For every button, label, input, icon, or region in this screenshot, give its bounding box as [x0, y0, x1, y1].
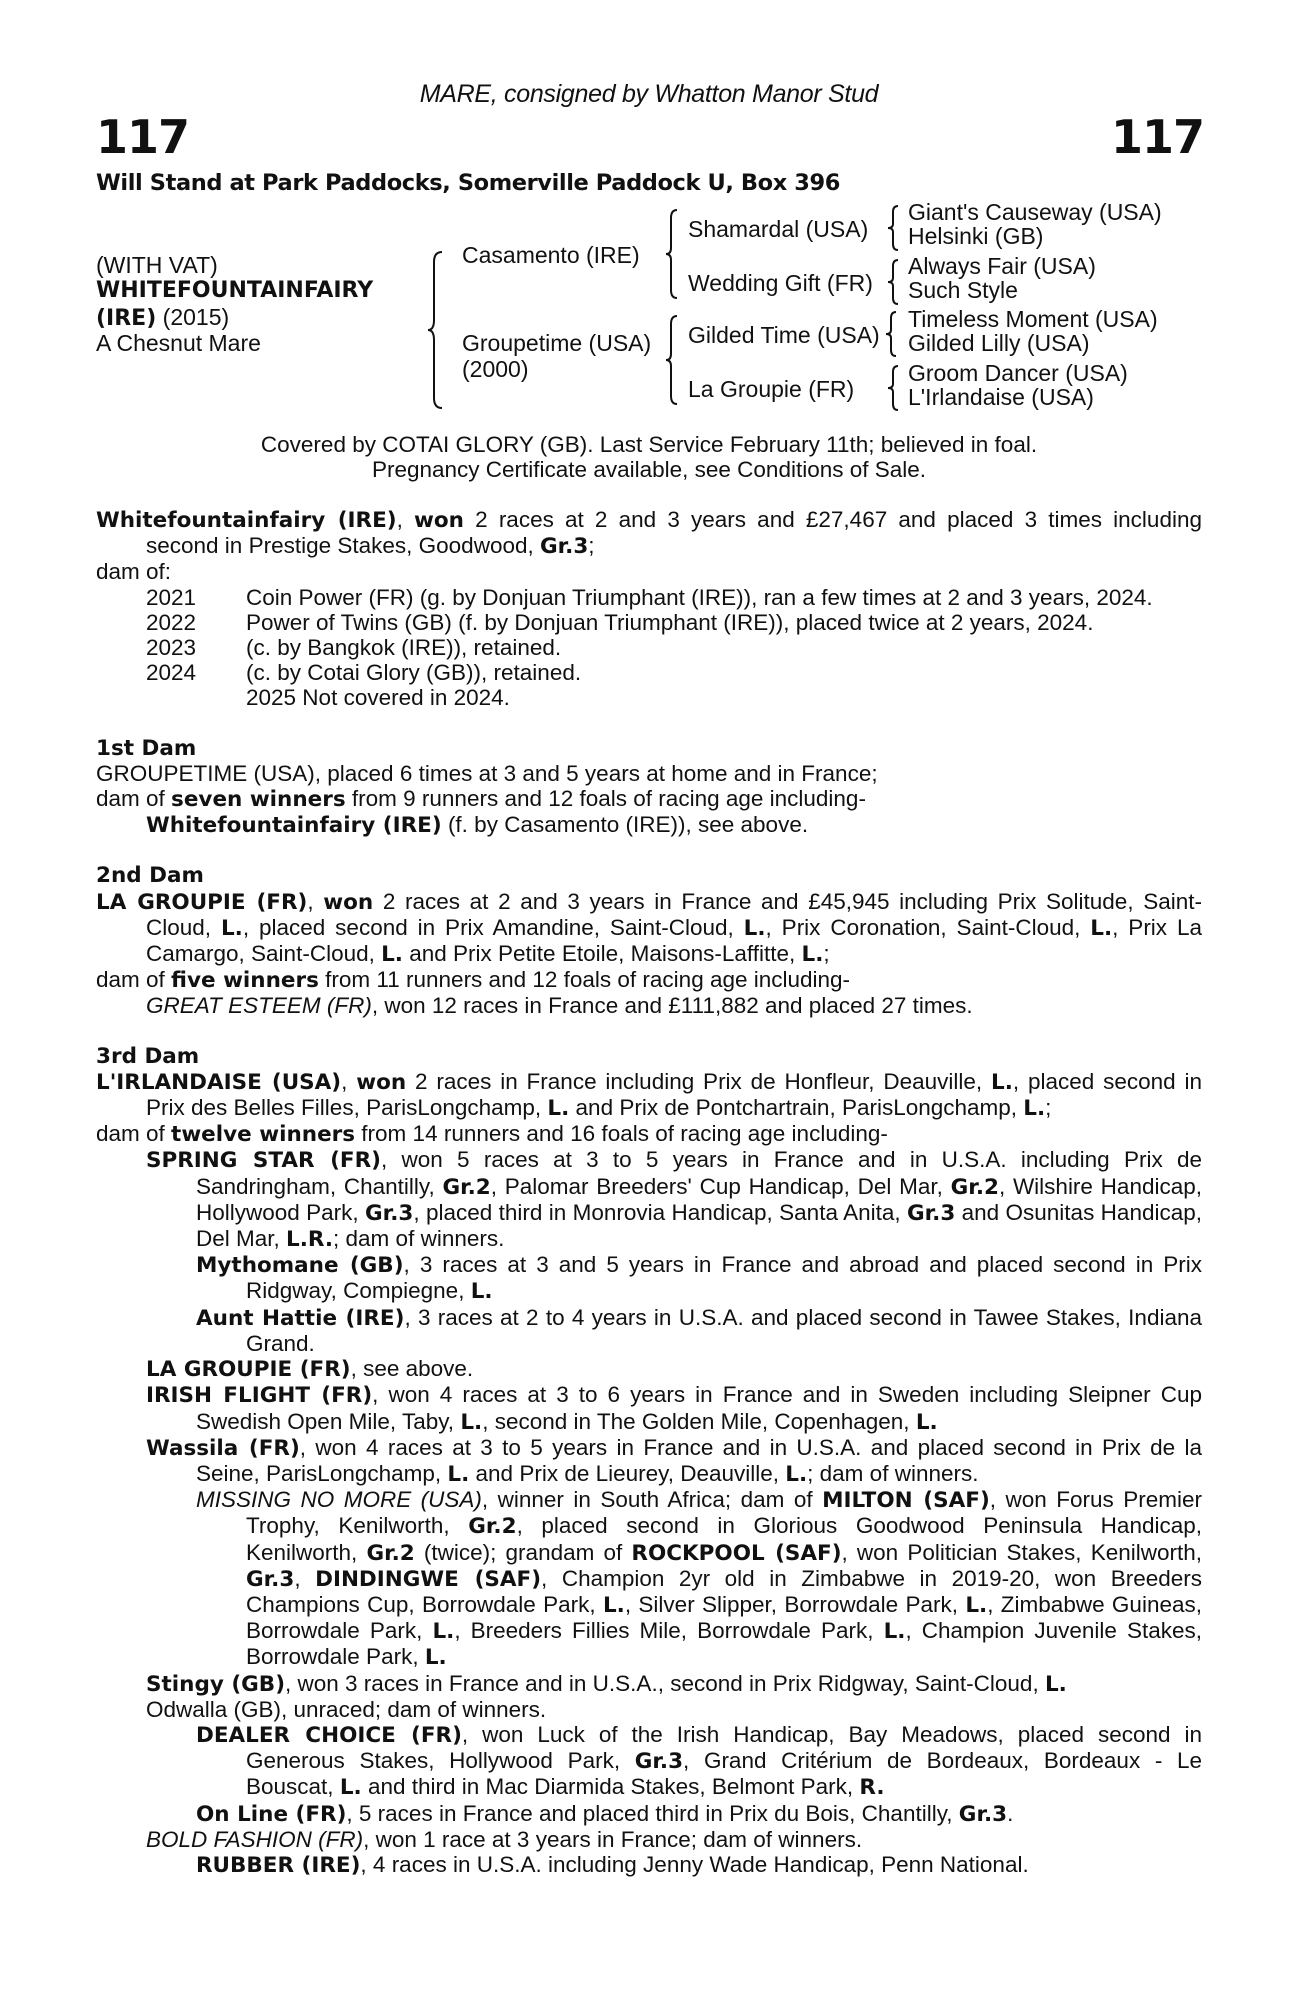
second-dam-produce-summary: [96, 967, 1202, 993]
pedigree-gen3-7: Groom Dancer (USA): [908, 360, 1128, 386]
pedigree-brace-dam: [664, 314, 680, 406]
grade-label: L.: [447, 1461, 470, 1487]
won-label: won: [414, 508, 464, 533]
produce-entry-odwalla: Odwalla (GB), unraced; dam of winners.: [146, 1696, 547, 1722]
foal-name: IRISH FLIGHT (FR): [146, 1383, 373, 1409]
text: , placed third in Monrovia Handicap, Santa Anita,: [413, 1199, 907, 1225]
grade-label: L.: [432, 1619, 455, 1645]
foal-name: MILTON (SAF): [822, 1488, 990, 1514]
foal-name: RUBBER (IRE): [196, 1852, 361, 1878]
dam-name: Groupetime (USA): [462, 330, 652, 356]
grade-label: Gr.2: [950, 1174, 999, 1200]
produce-row: [96, 685, 1202, 710]
text: , won Luck of the Irish Handicap, Bay Meadows, placed second in Generous Stakes, Hollywood Park,: [246, 1721, 1202, 1774]
foal-name: Wassila (FR): [146, 1435, 300, 1461]
text: , Breeders Fillies Mile, Borrowdale Park,: [454, 1618, 884, 1644]
produce-entry-dealer-choice: [96, 1722, 1202, 1801]
produce-year: 2022: [146, 609, 197, 635]
text: , Champion 2yr old in Zimbabwe in 2019-20, won Breeders Champions Cup, Borrowdale Park,: [246, 1565, 1202, 1617]
third-dam-heading: 3rd Dam: [96, 1043, 200, 1069]
first-dam-record: GROUPETIME (USA), placed 6 times at 3 and 5 years at home and in France;: [96, 760, 878, 786]
grade-label: L.R.: [286, 1227, 334, 1253]
text: , won 4 races at 3 to 5 years in France and in U.S.A. and placed second in Prix de la Seine, ParisLongchamp,: [196, 1434, 1203, 1486]
produce-entry-on-line: [96, 1801, 1202, 1827]
produce-text: (c. by Cotai Glory (GB)), retained.: [246, 660, 582, 686]
text: and third in Mac Diarmida Stakes, Belmont Park,: [361, 1774, 860, 1800]
foal-name: LA GROUPIE (FR): [146, 1357, 351, 1383]
text: , won Politician Stakes, Kenilworth,: [841, 1539, 1203, 1565]
produce-year: 2023: [146, 635, 197, 661]
grade-label: R.: [859, 1775, 885, 1801]
grade-label: Gr.3: [246, 1566, 295, 1592]
horse-country: (IRE): [96, 306, 157, 331]
grade-label: L.: [801, 942, 824, 968]
foal-name: ROCKPOOL (SAF): [631, 1540, 842, 1566]
text: and Prix de Pontchartrain, ParisLongchamp,: [569, 1095, 1024, 1121]
pedigree-gen3-4: Such Style: [908, 277, 1018, 303]
foal-text: , won 12 races in France and £111,882 and placed 27 times.: [371, 993, 973, 1019]
winners-count: seven winners: [171, 787, 346, 813]
text: and Prix Petite Etoile, Maisons-Laffitte,: [402, 941, 802, 967]
grade-label: L.: [1023, 1096, 1046, 1122]
grade-label: L.: [470, 1279, 493, 1305]
foal-name: SPRING STAR (FR): [146, 1148, 381, 1174]
grade-label: L.: [381, 942, 403, 968]
text: from 9 runners and 12 foals of racing age including-: [345, 786, 866, 812]
text: , winner in South Africa; dam of: [481, 1487, 823, 1513]
produce-row: [96, 635, 1202, 660]
text: , placed second in Prix des Belles Filles, ParisLongchamp,: [146, 1068, 1203, 1121]
produce-year: 2021: [146, 584, 197, 610]
grade-label: L.: [339, 1775, 362, 1801]
text: 2 races at 2 and 3 years in France and £45,945 including Prix Solitude, Saint-Cloud,: [146, 888, 1202, 940]
text: , won 4 races at 3 to 6 years in France and in Sweden including Sleipner Cup Swedish Open Mile, Taby,: [196, 1382, 1202, 1434]
grade-label: L.: [991, 1069, 1013, 1095]
produce-entry-rubber: [96, 1852, 1202, 1878]
produce-entry-stingy: [96, 1671, 1202, 1697]
won-label: won: [323, 889, 374, 915]
second-dam-foal: [96, 993, 1202, 1018]
produce-entry-la-groupie: [96, 1356, 1202, 1382]
covering-note: [96, 432, 1202, 482]
grade-label: Gr.2: [366, 1540, 415, 1566]
pedigree-brace-g3-2: [886, 258, 900, 306]
text: ; dam of winners.: [333, 1226, 505, 1252]
grade-label: Gr.3: [634, 1749, 684, 1775]
text: , won 5 races at 3 to 5 years in France and in U.S.A. including Prix de Sandringham, Chantilly,: [196, 1147, 1202, 1199]
text: , Grand Critérium de Bordeaux, Bordeaux - Le Bouscat,: [246, 1748, 1202, 1800]
text: , Prix Coronation, Saint-Cloud,: [765, 914, 1091, 940]
produce-row: [96, 585, 1202, 610]
foal-name: On Line (FR): [196, 1801, 347, 1827]
produce-text: 2025 Not covered in 2024.: [246, 685, 510, 711]
grade-label: L.: [1090, 915, 1113, 941]
horse-country-year: [96, 304, 229, 332]
grade-label: L.: [743, 915, 766, 941]
text: , 4 races in U.S.A. including Jenny Wade Handicap, Penn National.: [360, 1851, 1029, 1877]
covering-line-2: Pregnancy Certificate available, see Conditions of Sale.: [371, 457, 927, 482]
produce-entry-aunt-hattie: [96, 1305, 1202, 1356]
lot-number-left: 117: [96, 110, 190, 164]
punct: ;: [588, 533, 595, 559]
text: , Champion Juvenile Stakes, Borrowdale Park,: [246, 1618, 1203, 1670]
produce-entry-missing-no-more: [96, 1487, 1202, 1670]
text: ;: [1045, 1095, 1052, 1121]
grade-label: Gr.3: [539, 534, 589, 560]
foal-name: DEALER CHOICE (FR): [196, 1722, 462, 1748]
pedigree-brace-g3-4: [886, 364, 900, 412]
text: from 14 runners and 16 foals of racing age including-: [355, 1121, 888, 1147]
grade-label: L.: [460, 1409, 483, 1435]
race-record: Whitefountainfairy (IRE), won 2 races at 2 and 3 years and £27,467 and placed 3 times including second in Prestige Stakes, Goodwood, Gr.3;: [96, 507, 1202, 560]
first-dam-heading: 1st Dam: [96, 735, 197, 761]
foal-name: Mythomane (GB): [196, 1253, 404, 1279]
text: , Zimbabwe Guineas, Borrowdale Park,: [246, 1591, 1202, 1644]
stabling-location: Will Stand at Park Paddocks, Somerville Paddock U, Box 396: [96, 170, 841, 196]
grade-label: L.: [785, 1461, 808, 1487]
winners-count: five winners: [171, 968, 319, 994]
produce-year: 2024: [146, 660, 197, 686]
third-dam-record: L'IRLANDAISE (USA), won 2 races in France including Prix de Honfleur, Deauville, L., placed second in Prix des Belles Filles, ParisLongchamp, L. and Prix de Pontchartrain, ParisLongchamp, L.;: [96, 1068, 1203, 1122]
pedigree-brace-sire: [664, 208, 680, 300]
second-dam-heading: 2nd Dam: [96, 863, 204, 889]
sire-sire-name: Shamardal (USA): [688, 216, 869, 242]
produce-desc: Coin Power (FR) (g. by Donjuan Triumphant (IRE)), ran a few times at 2 and 3 years, 2024.: [246, 584, 1153, 610]
text: , second in The Golden Mile, Copenhagen,: [482, 1408, 916, 1434]
pedigree-gen3-5: Timeless Moment (USA): [908, 306, 1158, 332]
text: , placed second in Glorious Goodwood Peninsula Handicap, Kenilworth,: [246, 1513, 1202, 1565]
dam-name: LA GROUPIE (FR): [96, 889, 308, 915]
sire-dam-name: Wedding Gift (FR): [688, 270, 873, 296]
dam-name: L'IRLANDAISE (USA): [96, 1069, 342, 1095]
grade-label: L.: [965, 1592, 988, 1618]
pedigree-gen3-1: Giant's Causeway (USA): [908, 199, 1162, 225]
sire-name: Casamento (IRE): [462, 242, 640, 268]
produce-text: [246, 585, 1202, 610]
grade-label: Gr.2: [442, 1174, 491, 1200]
pedigree-gen3-8: L'Irlandaise (USA): [908, 384, 1094, 410]
dam-of-label: dam of:: [96, 559, 172, 585]
third-dam-produce-summary: [96, 1121, 1202, 1147]
text: from 11 runners and 12 foals of racing age including-: [318, 967, 851, 993]
pedigree-brace-g3-1: [886, 204, 900, 252]
grade-label: Gr.3: [958, 1801, 1008, 1827]
grade-label: L.: [424, 1645, 447, 1671]
text: , 3 races at 2 to 4 years in U.S.A. and placed second in Tawee Stakes, Indiana Grand.: [246, 1304, 1202, 1356]
text: dam of: [96, 967, 172, 993]
dam-dam-name: La Groupie (FR): [688, 376, 855, 402]
won-label: won: [356, 1069, 407, 1095]
vat-note: (WITH VAT): [96, 252, 218, 278]
text: , won Forus Premier Trophy, Kenilworth,: [246, 1487, 1202, 1539]
text: .: [1007, 1800, 1014, 1826]
pedigree-gen3-6: Gilded Lilly (USA): [908, 330, 1090, 356]
text: ;: [823, 941, 830, 967]
text: and Prix de Lieurey, Deauville,: [469, 1460, 786, 1486]
first-dam-foal: [96, 812, 1202, 838]
grade-label: L.: [1044, 1671, 1067, 1697]
produce-entry-irish-flight: [96, 1382, 1202, 1434]
foal-text: (f. by Casamento (IRE)), see above.: [441, 812, 809, 838]
produce-year: [146, 685, 246, 710]
foal-name: Whitefountainfairy (IRE): [146, 813, 442, 839]
text: , Silver Slipper, Borrowdale Park,: [624, 1591, 966, 1617]
text: , 3 races at 3 and 5 years in France and abroad and placed second in Prix Ridgway, Compiegne,: [246, 1252, 1202, 1304]
dam-year: (2000): [462, 356, 529, 382]
pedigree-brace-gen1: [426, 250, 446, 410]
text: , placed second in Prix Amandine, Saint-Cloud,: [242, 914, 744, 940]
text: dam of: [96, 786, 172, 812]
text: ; dam of winners.: [807, 1460, 979, 1486]
pedigree-gen3-2: Helsinki (GB): [908, 223, 1044, 249]
text: 2 races in France including Prix de Honfleur, Deauville,: [406, 1068, 992, 1094]
covering-line-1: Covered by COTAI GLORY (GB). Last Service February 11th; believed in foal.: [260, 432, 1038, 457]
grade-label: L.: [883, 1619, 906, 1645]
catalogue-body: [96, 507, 1202, 1878]
produce-entry-wassila: [96, 1435, 1202, 1487]
text: , Wilshire Handicap, Hollywood Park,: [196, 1173, 1202, 1225]
horse-record-name: Whitefountainfairy (IRE): [96, 508, 397, 533]
produce-row: [96, 660, 1202, 685]
grade-label: L.: [220, 915, 243, 941]
text: dam of: [96, 1121, 172, 1147]
record-text: 2 races at 2 and 3 years and £27,467 and placed 3 times including second in Prestige Stakes, Goodwood,: [146, 507, 1202, 559]
horse-name: WHITEFOUNTAINFAIRY: [96, 278, 374, 303]
text: , won 3 races in France and in U.S.A., second in Prix Ridgway, Saint-Cloud,: [285, 1670, 1045, 1696]
text: , Prix La Camargo, Saint-Cloud,: [146, 914, 1202, 967]
pedigree-gen3-3: Always Fair (USA): [908, 253, 1096, 279]
produce-text: Power of Twins (GB) (f. by Donjuan Triumphant (IRE)), placed twice at 2 years, 2024.: [246, 609, 1094, 635]
consignor-line: MARE, consigned by Whatton Manor Stud: [419, 80, 879, 108]
text: , won 1 race at 3 years in France; dam of winners.: [363, 1826, 863, 1852]
foal-name: BOLD FASHION (FR): [146, 1826, 364, 1852]
lot-number-right: 117: [1110, 110, 1204, 164]
produce-entry-mythomane: [96, 1252, 1202, 1304]
text: , 5 races in France and placed third in Prix du Bois, Chantilly,: [346, 1800, 959, 1826]
text: ,: [294, 1565, 316, 1591]
foal-name: DINDINGWE (SAF): [315, 1566, 542, 1592]
grade-label: L.: [547, 1096, 570, 1122]
grade-label: L.: [602, 1592, 625, 1618]
pedigree-table: [96, 200, 1202, 420]
horse-description: A Chesnut Mare: [96, 330, 261, 356]
text: (twice); grandam of: [414, 1539, 632, 1565]
grade-label: Gr.3: [906, 1200, 956, 1226]
foal-name: Aunt Hattie (IRE): [196, 1305, 405, 1331]
text: and Osunitas Handicap, Del Mar,: [196, 1199, 1202, 1252]
second-dam-record: LA GROUPIE (FR), won 2 races at 2 and 3 years in France and £45,945 including Prix Solitude, Saint-Cloud, L., placed second in Prix Amandine, Saint-Cloud, L., Prix Coronation, Saint-Cloud, L., Prix La Camargo, Saint-Cloud, L. and Prix Petite Etoile, Maisons-Laffitte, L.;: [96, 888, 1202, 968]
dam-sire-name: Gilded Time (USA): [688, 322, 880, 348]
text: , see above.: [350, 1356, 474, 1382]
first-dam-produce-summary: [96, 786, 1202, 812]
produce-row: [96, 610, 1202, 635]
foal-name: MISSING NO MORE (USA): [196, 1487, 482, 1513]
grade-label: Gr.3: [365, 1200, 414, 1226]
produce-entry-bold-fashion: [96, 1827, 1202, 1852]
grade-label: Gr.2: [468, 1514, 517, 1540]
foal-name: Stingy (GB): [146, 1671, 286, 1697]
foal-name: GREAT ESTEEM (FR): [146, 993, 372, 1019]
produce-text: (c. by Bangkok (IRE)), retained.: [246, 635, 562, 661]
pedigree-brace-g3-3: [884, 310, 898, 358]
winners-count: twelve winners: [171, 1122, 356, 1148]
horse-year: (2015): [162, 304, 230, 330]
grade-label: L.: [915, 1409, 938, 1435]
produce-entry-spring-star: [96, 1147, 1202, 1252]
text: , Palomar Breeders' Cup Handicap, Del Mar,: [490, 1173, 951, 1199]
